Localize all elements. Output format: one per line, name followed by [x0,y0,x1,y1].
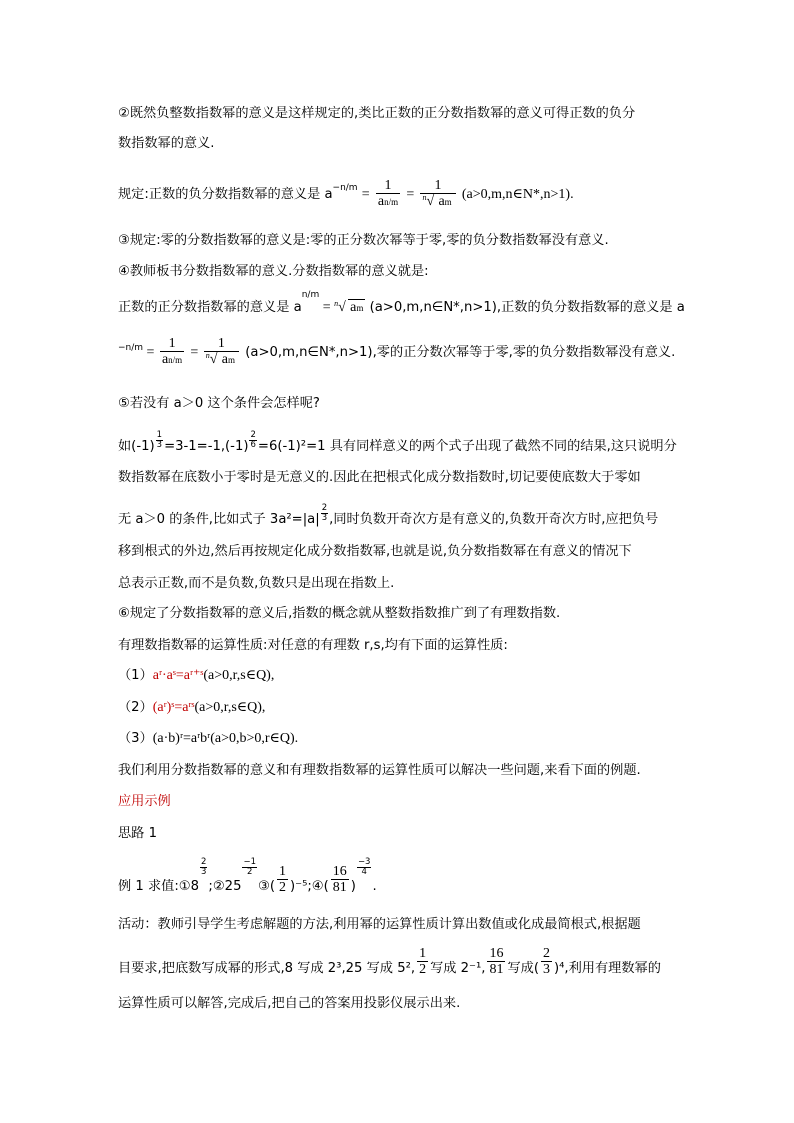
definition-negative-exponent: 规定:正数的负分数指数幂的意义是 $a_{-n/m}$ = $\frac{1}{an/m}$ = 1 n √ am (a>0,m,n∈N*,n>1). [118,178,574,209]
property-3: （3）(a·b)ʳ=aʳbʳ(a>0,b>0,r∈Q). [118,731,299,746]
para-5-line2: $^{-n/m}$ = $\frac{1}{an/m}$ = 1 n √ am (a>0,m,n∈N*,n>1),零的正分数次幂等于零,零的负分数指数幂没有意义. [118,336,676,367]
property-1: （1）aʳ·aˢ=aʳ⁺ˢ(a>0,r,s∈Q), [118,668,275,683]
para-7-line1: 如(-1) $\frac{1}{3}$ =3-1=-1,(-1) $\frac{2}{6}$ =6(-1)²=1 具有同样意义的两个式子出现了截然不同的结果,这只说明分 [118,430,677,454]
activity-line2: 目要求,把底数写成幂的形式,8 写成 2³,25 写成 5², $\frac{1}{2}$ 写成 2⁻¹, $\frac{16}{81}$ 写成( $\frac{2}{3}$ )⁴,利用有理数幂的 [118,946,661,977]
para-2-line2: 数指数幂的意义. [118,136,215,151]
para-6: ⑤若没有 a＞0 这个条件会怎样呢? [118,396,320,411]
para-8: ⑥规定了分数指数幂的意义后,指数的概念就从整数指数推广到了有理数指数. [118,606,561,621]
section-heading: 应用示例 [118,794,171,809]
fraction-one-over-root: 1 n √ am [420,178,455,210]
para-7-line5: 总表示正数,而不是负数,负数只是出现在指数上. [118,576,395,591]
para-3: ③规定:零的分数指数幂的意义是:零的正分数次幂等于零,零的负分数指数幂没有意义. [118,233,609,248]
para-5-tail: (a>0,m,n∈N*,n>1),零的正分数次幂等于零,零的负分数指数幂没有意义. [245,345,676,360]
para-10: 我们利用分数指数幂的意义和有理数指数幂的运算性质可以解决一些问题,来看下面的例题. [118,763,641,778]
fraction-one-over-a-power: $\frac{1}{an/m}$ [377,178,399,209]
activity-line3: 运算性质可以解答,完成后,把自己的答案用投影仪展示出来. [118,996,461,1011]
para-7-line2: 数指数幂在底数小于零时是无意义的.因此在把根式化成分数指数时,切记要使底数大于零如 [118,470,641,485]
example-1: 例 1 求值:①8 $\frac{2}{3}$ ;②25 $\frac{-1}{2}$ ③( $\frac{1}{2}$ )⁻⁵;④( $\frac{16}{81}$ ) $\frac{-3}{4}$ . [118,857,377,895]
property-2-expr: (aʳ)ˢ=aʳˢ [152,700,195,715]
para-5-prefix: 正数的正分数指数幂的意义是 a [118,300,302,315]
property-3-expr: (a·b)ʳ=aʳbʳ [152,731,211,746]
definition-prefix: 规定:正数的负分数指数幂的意义是 a [118,187,333,202]
thinking-label: 思路 1 [118,826,157,841]
root-a-m: n √ am [334,299,364,315]
para-4: ④教师板书分数指数幂的意义.分数指数幂的意义就是: [118,264,429,279]
property-2: （2）(aʳ)ˢ=aʳˢ(a>0,r,s∈Q), [118,700,266,715]
activity-line1: 活动：教师引导学生考虑解题的方法,利用幂的运算性质计算出数值或化成最简根式,根据题 [118,917,641,932]
para-5-line1: 正数的正分数指数幂的意义是 $a^{n/m}$ = n √ am (a>0,m,n∈N*,n>1),正数的负分数指数幂的意义是 a [118,290,685,315]
exponent-neg-n-over-m: −n/m [332,183,358,193]
property-1-expr: aʳ·aˢ=aʳ⁺ˢ [152,668,204,683]
para-9: 有理数指数幂的运算性质:对任意的有理数 r,s,均有下面的运算性质: [118,638,508,653]
definition-condition: (a>0,m,n∈N*,n>1). [461,187,574,202]
para-7-line4: 移到根式的外边,然后再按规定化成分数指数幂,也就是说,负分数指数幂在有意义的情况下 [118,544,632,559]
para-2-line1: ②既然负整数指数幂的意义是这样规定的,类比正数的正分数指数幂的意义可得正数的负分 [118,106,636,121]
para-7-line3: 无 a＞0 的条件,比如式子 3a²=|a| $\frac{2}{3}$ ,同时负数开奇次方是有意义的,负数开奇次方时,应把负号 [118,503,659,527]
para-5-mid: (a>0,m,n∈N*,n>1),正数的负分数指数幂的意义是 a [369,300,685,315]
